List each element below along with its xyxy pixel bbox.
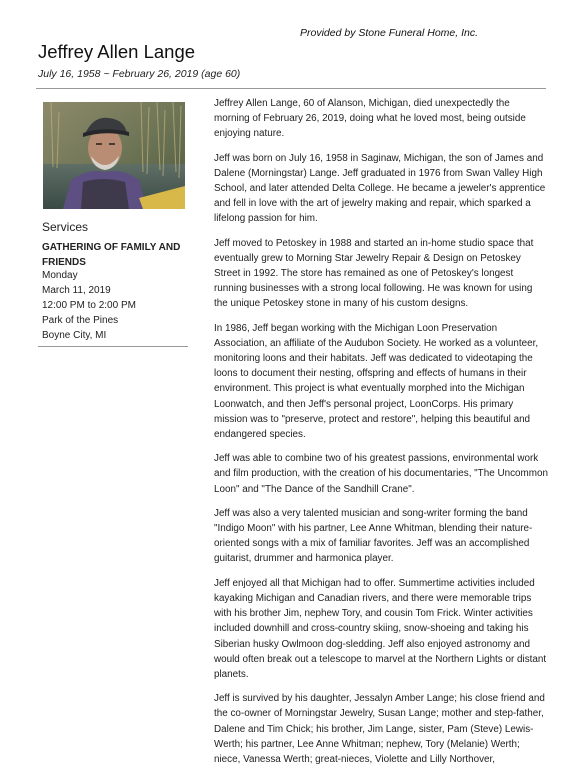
obituary-paragraph: Jeff enjoyed all that Michigan had to offer. Summertime activities included kayaking Michigan and Canadian rivers, and there were memorable trips with his brother Jim, nephew Tory, and cousin Tom Frick. Winter activities included downhill and cross-country skiing, snow-shoeing and taking his Siberian husky Owlmoon dog-sledding. Jeff also enjoyed astronomy and would often break out a telescope to marvel at the Northern Lights or distant planets. [214, 577, 547, 680]
obituary-paragraph: Jeff was born on July 16, 1958 in Saginaw, Michigan, the son of James and Dalene (Morningstar) Lange. Jeff graduated in 1976 from Swan Valley High School, and later attended Delta College. He became a jeweler's apprentice and fell in love with the art of jewelry making and repair, which sparked a lifelong passion for him. [214, 152, 546, 225]
obituary-paragraph: Jeff was able to combine two of his greatest passions, environmental work and film production, with the creation of his documentaries, "The Uncommon Loon" and "The Dance of the Sandhill Crane". [214, 453, 548, 495]
obituary-paragraph: Jeff was also a very talented musician and song-writer forming the band "Indigo Moon" with his partner, Lee Anne Whitman, blending their nature-oriented songs with a mix of familiar favorites. Jeff was an accomplished guitarist, drummer and harmonica player. [214, 507, 533, 565]
services-heading: Services [42, 220, 89, 234]
life-dates: July 16, 1958 ~ February 26, 2019 (age 60) [38, 68, 241, 80]
service-location: Boyne City, MI [42, 330, 107, 341]
service-venue: Park of the Pines [42, 315, 119, 326]
service-time: 12:00 PM to 2:00 PM [42, 300, 136, 311]
provider-credit: Provided by Stone Funeral Home, Inc. [300, 27, 479, 39]
obituary-paragraph: Jeffrey Allen Lange, 60 of Alanson, Michigan, died unexpectedly the morning of February 26, 2019, doing what he loved most, being outside enjoying nature. [214, 98, 526, 140]
services-divider [38, 346, 188, 347]
header-divider [36, 88, 546, 89]
service-day: Monday [42, 270, 78, 281]
service-date: March 11, 2019 [42, 285, 111, 296]
obituary-paragraph: Jeff is survived by his daughter, Jessalyn Amber Lange; his close friend and the co-owner of Morningstar Jewelry, Susan Lange; mother and step-father, Dalene and Tim Chick; his brother, Jim Lange, sister, Pam (Steve) Lewis-Werth; his partner, Lee Anne Whitman; nephew, Tory (Melanie) Werth; niece, Vanessa Werth; great-nieces, Violette and Lilly Northover, [214, 693, 545, 765]
obituary-paragraph: Jeff moved to Petoskey in 1988 and started an in-home studio space that eventually grew to Morning Star Jewelry Repair & Design on Petoskey Street in 1992. The store has remained as one of Petoskey's longest running businesses with a strong local following. He was known for using the unique Petoskey stone in many of his custom designs. [214, 237, 534, 310]
page-title: Jeffrey Allen Lange [38, 41, 196, 62]
service-event-title: GATHERING OF FAMILY AND FRIENDS [42, 242, 181, 269]
portrait-photo [43, 102, 185, 209]
obituary-text [214, 96, 548, 776]
obituary-paragraph: In 1986, Jeff began working with the Michigan Loon Preservation Association, an affiliate of the Audubon Society. He worked as a volunteer, monitoring loons and their habitats. Jeff was dedicated to videotaping the loons to document their nesting, offspring and effects of humans in their environment. This project is what eventually morphed into the Michigan Loonwatch, and then Jeff's personal project, LoonCorps. His primary mission was to "preserve, protect and restore", helping this beautiful and endangered species. [214, 322, 539, 441]
